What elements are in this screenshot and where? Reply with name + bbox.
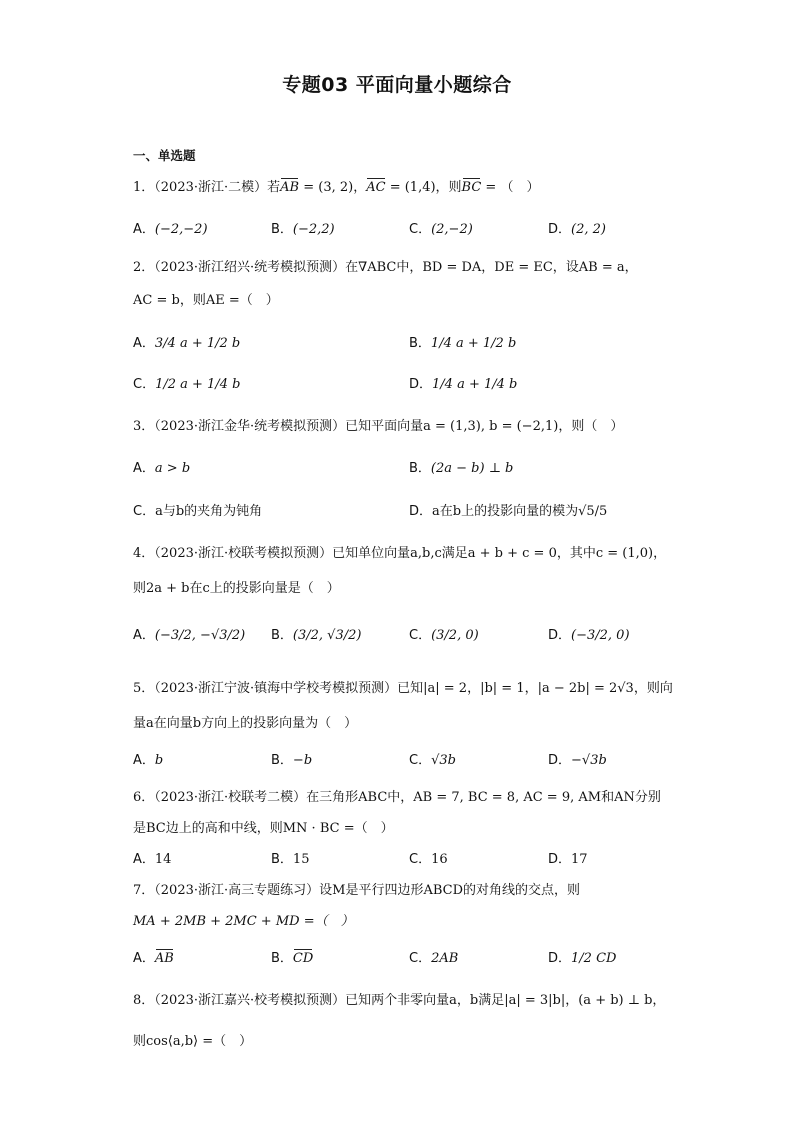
q2-option-b[interactable]: B．1/4 a + 1/2 b xyxy=(409,336,517,351)
q7-option-b[interactable]: B．CD xyxy=(271,951,314,966)
q3-option-b[interactable]: B．(2a − b) ⊥ b xyxy=(409,461,514,476)
q2-option-c[interactable]: C．1/2 a + 1/4 b xyxy=(133,377,241,392)
q7-option-d[interactable]: D．1/2 CD xyxy=(548,951,617,966)
q6-option-c[interactable]: C．16 xyxy=(409,852,448,867)
q5-option-c[interactable]: C．√3b xyxy=(409,753,456,768)
q5-option-a[interactable]: A．b xyxy=(133,753,164,768)
q1-option-a[interactable]: A．(−2,−2) xyxy=(133,222,208,237)
q1-option-c[interactable]: C．(2,−2) xyxy=(409,222,473,237)
q4-option-a[interactable]: A．(−3/2, −√3/2) xyxy=(133,628,246,643)
q4-option-d[interactable]: D．(−3/2, 0) xyxy=(548,628,630,643)
q4-option-c[interactable]: C．(3/2, 0) xyxy=(409,628,479,643)
q6-option-a[interactable]: A．14 xyxy=(133,852,172,867)
page-title: 专题03 平面向量小题综合 xyxy=(282,74,512,96)
q1-option-d[interactable]: D．(2, 2) xyxy=(548,222,606,237)
q3-option-a[interactable]: A．a > b xyxy=(133,461,191,476)
question-4: 4．（2023·浙江·校联考模拟预测）已知单位向量a,b,c满足a + b + c = 0，其中c = (1,0)， xyxy=(133,546,667,561)
question-5: 5．（2023·浙江宁波·镇海中学校考模拟预测）已知|a| = 2，|b| = 1，|a − 2b| = 2√3，则向 xyxy=(133,681,673,696)
question-3: 3．（2023·浙江金华·统考模拟预测）已知平面向量a = (1,3), b = (−2,1)，则（ ） xyxy=(133,419,624,434)
question-4-line-2: 则2a + b在c上的投影向量是（ ） xyxy=(133,581,340,596)
q7-option-a[interactable]: A．AB xyxy=(133,951,174,966)
question-8-line-2: 则cos⟨a,b⟩ =（ ） xyxy=(133,1034,253,1049)
question-2-line-2: AC = b，则AE =（ ） xyxy=(133,293,279,308)
q2-option-d[interactable]: D．1/4 a + 1/4 b xyxy=(409,377,518,392)
question-5-line-2: 量a在向量b方向上的投影向量为（ ） xyxy=(133,716,358,731)
q1-option-b[interactable]: B．(−2,2) xyxy=(271,222,335,237)
question-7: 7．（2023·浙江·高三专题练习）设M是平行四边形ABCD的对角线的交点，则 xyxy=(133,883,581,898)
q5-option-b[interactable]: B．−b xyxy=(271,753,313,768)
section-heading: 一、单选题 xyxy=(133,148,196,163)
q6-option-b[interactable]: B．15 xyxy=(271,852,310,867)
q7-option-c[interactable]: C．2AB xyxy=(409,951,459,966)
q6-option-d[interactable]: D．17 xyxy=(548,852,588,867)
q2-option-a[interactable]: A．3/4 a + 1/2 b xyxy=(133,336,241,351)
question-6-line-2: 是BC边上的高和中线，则MN · BC =（ ） xyxy=(133,821,394,836)
q3-option-c[interactable]: C．a与b的夹角为钝角 xyxy=(133,504,263,519)
question-8: 8．（2023·浙江嘉兴·校考模拟预测）已知两个非零向量a，b满足|a| = 3|b|，(a + b) ⊥ b， xyxy=(133,993,666,1008)
question-2: 2．（2023·浙江绍兴·统考模拟预测）在∇ABC中，BD = DA，DE = EC，设AB = a， xyxy=(133,260,638,275)
q3-option-d[interactable]: D．a在b上的投影向量的模为√5/5 xyxy=(409,504,608,519)
question-7-line-2: MA + 2MB + 2MC + MD =（ ） xyxy=(133,914,354,929)
q4-option-b[interactable]: B．(3/2, √3/2) xyxy=(271,628,362,643)
question-6: 6．（2023·浙江·校联考二模）在三角形ABC中，AB = 7, BC = 8, AC = 9, AM和AN分别 xyxy=(133,790,661,805)
question-1: 1．（2023·浙江·二模）若AB = (3, 2)，AC = (1,4)，则BC = （ ） xyxy=(133,180,540,195)
q5-option-d[interactable]: D．−√3b xyxy=(548,753,607,768)
